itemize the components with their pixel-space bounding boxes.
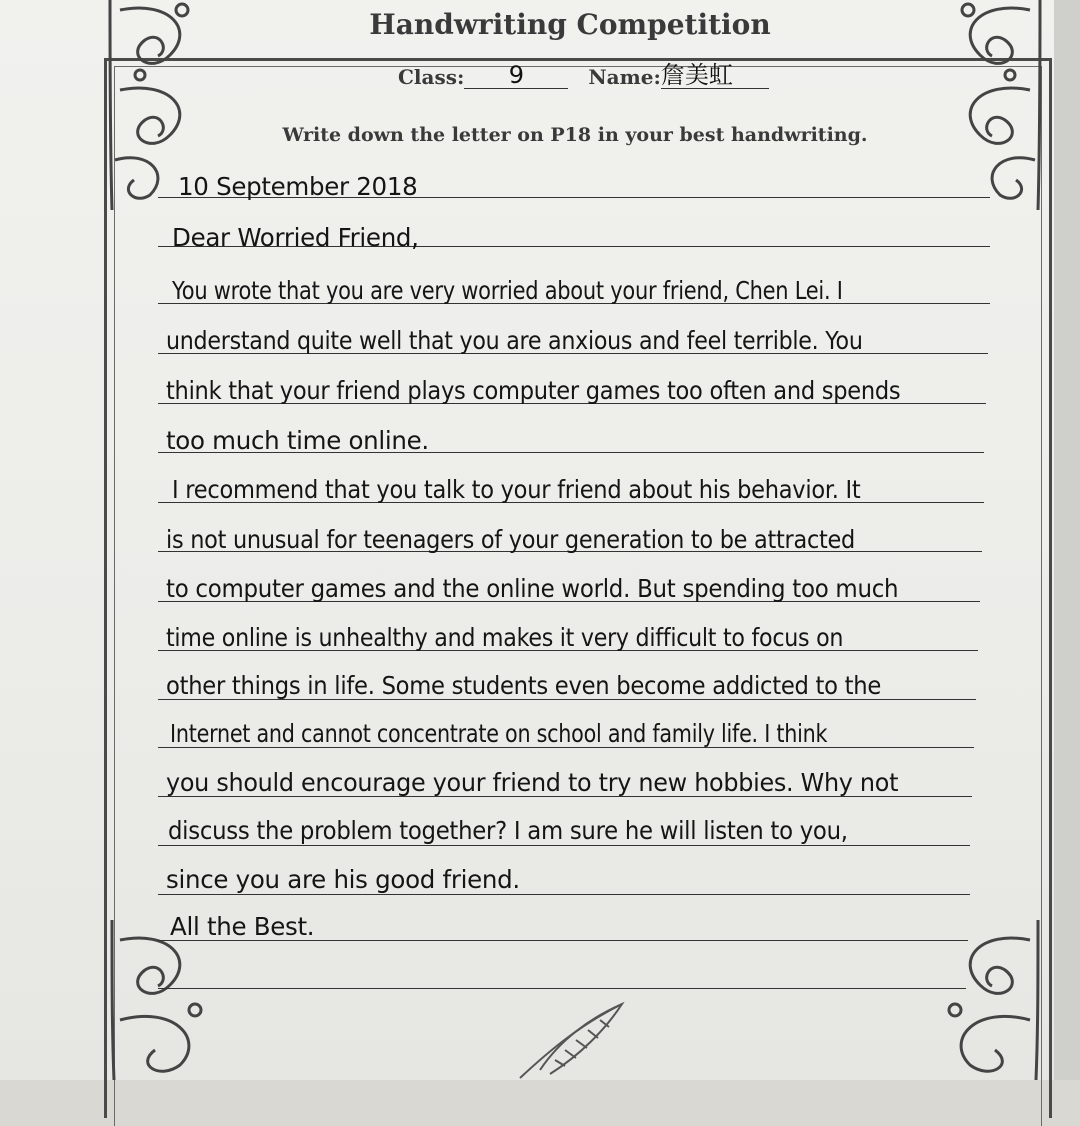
letter-salutation: Dear Worried Friend, (172, 223, 419, 252)
class-name-row (398, 62, 769, 89)
letter-line: understand quite well that you are anxious and feel terrible. You (166, 326, 863, 355)
name-label: Name: (588, 65, 661, 89)
letter-line: to computer games and the online world. But spending too much (166, 574, 899, 603)
letter-line: I recommend that you talk to your friend about his behavior. It (172, 475, 861, 504)
corner-ornament-bottom-left-icon (100, 920, 220, 1080)
class-field: 9 (464, 62, 568, 89)
class-label: Class: (398, 65, 465, 89)
letter-line: think that your friend plays computer games too often and spends (166, 376, 901, 405)
instructions: Write down the letter on P18 in your best handwriting. (282, 124, 868, 146)
ruled-line (158, 845, 970, 846)
page-title: Handwriting Competition (369, 8, 771, 41)
ruled-line (158, 988, 966, 989)
corner-ornament-bottom-right-icon (930, 920, 1050, 1080)
letter-line: You wrote that you are very worried about your friend, Chen Lei. I (172, 276, 843, 305)
letter-line: time online is unhealthy and makes it very difficult to focus on (166, 623, 844, 652)
quill-icon (510, 1000, 630, 1080)
letter-date: 10 September 2018 (178, 172, 418, 201)
name-field: 詹美虹 (661, 62, 769, 89)
letter-closing: All the Best. (170, 912, 315, 941)
letter-line: other things in life. Some students even become addicted to the (166, 671, 882, 700)
letter-line: Internet and cannot concentrate on school and family life. I think (170, 719, 828, 748)
letter-line: you should encourage your friend to try new hobbies. Why not (166, 768, 899, 797)
table-edge (1054, 0, 1080, 1080)
ruled-line (158, 894, 970, 895)
letter-line: too much time online. (166, 426, 429, 455)
letter-line: is not unusual for teenagers of your generation to be attracted (166, 525, 855, 554)
letter-line: discuss the problem together? I am sure he will listen to you, (168, 816, 848, 845)
letter-line: since you are his good friend. (166, 865, 520, 894)
